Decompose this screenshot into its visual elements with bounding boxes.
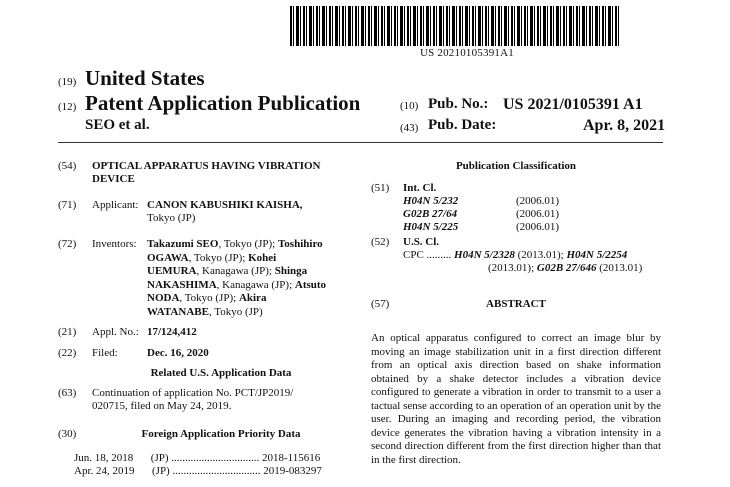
inventor-line: NAKASHIMA, Kanagawa (JP); Atsuto [147, 278, 327, 291]
cpc-dots: ......... [426, 249, 452, 261]
inventor-line: WATANABE, Tokyo (JP) [147, 305, 263, 318]
abstract-text: An optical apparatus configured to correct an image blur by moving an image stabilization unit in a first direction different from an optical axis direction based on shake information obtained by a shake detector includes a vibration device configured to generate a vibration in order to transmit to a user a tactual sense according to an operation of an operation unit by the user. During an imaging and recording period, the vibration device generates the vibration having a vibration intensity in a second direction different from the first direction higher than that in the first direction. [371, 332, 661, 466]
cpc-date: (2013.01); [514, 249, 567, 261]
cpc-class: H04N 5/2254 [566, 249, 628, 261]
priority-country: (JP) [152, 465, 170, 477]
inventor-line: NODA, Tokyo (JP); Akira [147, 292, 267, 304]
authors: SEO et al. [85, 117, 150, 133]
cpc-class: G02B 27/646 [536, 262, 597, 274]
inventors-list [147, 238, 326, 319]
title-code: (54) [58, 160, 77, 172]
continuation-line-2: 020715, filed on May 24, 2019. [92, 400, 232, 412]
intcl-class: H04N 5/225 [403, 221, 459, 233]
pub-no-label: Pub. No.: [428, 96, 489, 112]
priority-date: Jun. 18, 2018 [74, 452, 134, 464]
inventor-line: UEMURA, Kanagawa (JP); Shinga [147, 265, 308, 277]
priority-dots: ................................ [171, 452, 260, 464]
header-rule [58, 142, 663, 143]
applicant-label: Applicant: [92, 199, 139, 211]
applicant-code: (71) [58, 199, 77, 211]
barcode-number: US 20210105391A1 [420, 47, 514, 59]
filed-date: Dec. 16, 2020 [147, 347, 209, 359]
cpc-label: CPC [403, 249, 424, 261]
code-12: (12) [58, 101, 77, 113]
intcl-date: (2006.01) [516, 195, 560, 207]
cpc-date: (2013.01); [488, 262, 537, 274]
classification-heading: Publication Classification [455, 160, 577, 172]
filed-label: Filed: [92, 347, 118, 359]
uscl-label: U.S. Cl. [403, 236, 440, 248]
intcl-class: G02B 27/64 [403, 208, 458, 220]
priority-date: Apr. 24, 2019 [74, 465, 135, 477]
priority-number: 2018-115616 [262, 452, 321, 464]
abstract-code: (57) [371, 298, 390, 310]
intcl-date: (2006.01) [516, 208, 560, 220]
priority-row [74, 465, 322, 479]
foreign-heading: Foreign Application Priority Data [141, 428, 301, 440]
cpc-line-2 [488, 262, 642, 276]
intcl-class: H04N 5/232 [403, 195, 459, 207]
pub-date-label: Pub. Date: [428, 117, 497, 133]
priority-country: (JP) [150, 452, 169, 464]
priority-number: 2019-083297 [263, 465, 322, 477]
appl-code: (21) [58, 326, 77, 338]
intcl-date: (2006.01) [516, 221, 560, 233]
continuation-line-1: Continuation of application No. PCT/JP2019/ [92, 387, 294, 399]
cpc-line-1 [403, 249, 627, 263]
barcode [290, 6, 620, 46]
abstract-heading: ABSTRACT [486, 298, 546, 310]
pub-no: US 2021/0105391 A1 [503, 96, 643, 113]
title-line-1: OPTICAL APPARATUS HAVING VIBRATION [92, 160, 321, 172]
inventor-line: OGAWA, Tokyo (JP); Kohei [147, 251, 277, 264]
pub-date: Apr. 8, 2021 [583, 117, 666, 134]
code-19: (19) [58, 76, 77, 88]
priority-dots: ................................ [172, 465, 261, 477]
intcl-label: Int. Cl. [403, 182, 437, 194]
inventors-code: (72) [58, 238, 77, 250]
applicant-location: Tokyo (JP) [147, 212, 196, 224]
cpc-class: H04N 5/2328 [454, 249, 515, 261]
code-43: (43) [400, 122, 419, 134]
applicant-name: CANON KABUSHIKI KAISHA, [147, 199, 303, 211]
inventor-line: Takazumi SEO, Tokyo (JP); Toshihiro [147, 238, 323, 250]
continuation-code: (63) [58, 387, 77, 399]
filed-code: (22) [58, 347, 77, 359]
publication-type: Patent Application Publication [85, 91, 361, 115]
uscl-code: (52) [371, 236, 390, 248]
code-10: (10) [400, 100, 419, 112]
priority-row [74, 452, 320, 466]
country: United States [85, 66, 205, 90]
inventors-label: Inventors: [92, 238, 137, 250]
related-heading: Related U.S. Application Data [150, 367, 292, 379]
cpc-date: (2013.01) [596, 262, 643, 274]
appl-label: Appl. No.: [92, 326, 139, 338]
intcl-code: (51) [371, 182, 390, 194]
foreign-code: (30) [58, 428, 77, 440]
title-line-2: DEVICE [92, 173, 135, 185]
appl-number: 17/124,412 [147, 326, 197, 338]
